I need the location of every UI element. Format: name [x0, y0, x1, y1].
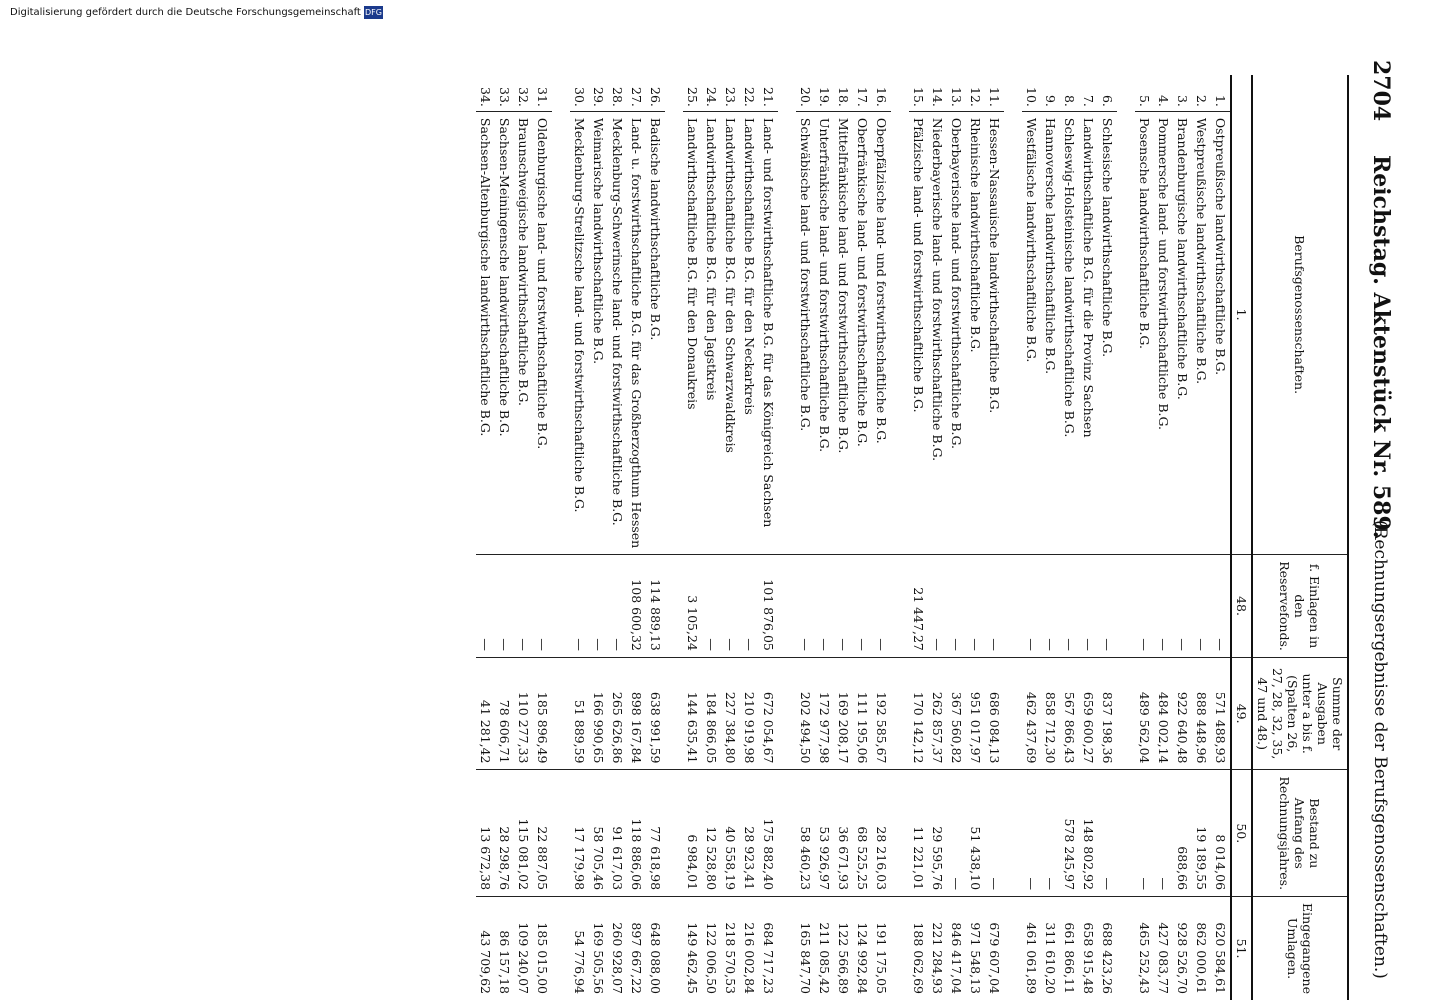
cell-col50: 6 984,01: [683, 770, 702, 897]
page-number: 2704: [1368, 60, 1394, 122]
cell-col48: —: [1098, 555, 1117, 658]
cell-col51: 461 061,89: [1022, 897, 1041, 1000]
cell-col51: 928 526,70: [1173, 897, 1192, 1000]
cell-col51: 684 717,23: [759, 897, 778, 1000]
row-name: Westpreußische landwirthschaftliche B.G.: [1192, 111, 1211, 554]
row-number: 30.: [572, 87, 587, 107]
row-number: 13.: [949, 87, 964, 107]
colnum-48: 48.: [1231, 555, 1252, 658]
cell-col48: —: [1041, 555, 1060, 658]
cell-col51: 971 548,13: [966, 897, 985, 1000]
cell-col51: 218 570,53: [721, 897, 740, 1000]
cell-col51: 648 088,00: [646, 897, 665, 1000]
colnum-51: 51.: [1231, 897, 1252, 1000]
cell-col50: 28 216,03: [872, 770, 891, 897]
table-row: [985, 75, 1004, 1000]
cell-col50: 58 460,23: [796, 770, 815, 897]
cell-col48: —: [1154, 555, 1173, 658]
cell-col50: 77 618,98: [646, 770, 665, 897]
colnum-50: 50.: [1231, 770, 1252, 897]
table-row: [815, 75, 834, 1000]
row-name: Schlesische landwirthschaftliche B.G.: [1098, 111, 1117, 554]
running-subtitle: (Rechnungsergebnisse der Berufsgenossenschaften.): [1370, 520, 1390, 979]
cell-col50: 51 438,10: [966, 770, 985, 897]
cell-col49: 951 017,97: [966, 657, 985, 770]
cell-col50: 688,66: [1173, 770, 1192, 897]
row-spacer: [552, 75, 570, 1000]
row-number: 32.: [516, 87, 531, 107]
table-row: [909, 75, 928, 1000]
row-name: Landwirthschaftliche B.G. für die Provinz Sachsen: [1079, 111, 1098, 554]
cell-col51: 260 928,07: [608, 897, 627, 1000]
row-name: Mecklenburg-Strelitzsche land- und forstwirthschaftliche B.G.: [570, 111, 589, 554]
cell-col49: 111 195,06: [853, 657, 872, 770]
table-row: [1098, 75, 1117, 1000]
cell-col48: —: [533, 555, 552, 658]
cell-col48: —: [1022, 555, 1041, 658]
cell-col51: 679 607,04: [985, 897, 1004, 1000]
cell-col51: 658 915,48: [1079, 897, 1098, 1000]
table-row: [1211, 75, 1231, 1000]
row-name: Unterfränkische land- und forstwirthschaftliche B.G.: [815, 111, 834, 554]
row-name: Land- und forstwirthschaftliche B.G. für das Königreich Sachsen: [759, 111, 778, 554]
row-name: Land- u. forstwirthschaftliche B.G. für das Großherzogthum Hessen: [627, 111, 646, 554]
cell-col50: 578 245,97: [1060, 770, 1079, 897]
cell-col50: 91 617,03: [608, 770, 627, 897]
row-number: 8.: [1062, 94, 1077, 107]
cell-col51: 221 284,93: [928, 897, 947, 1000]
cell-col51: 54 776,94: [570, 897, 589, 1000]
cell-col49: 210 919,98: [740, 657, 759, 770]
header-col48: f. Einlagen in den Reservefonds.: [1252, 555, 1348, 658]
row-name: Landwirthschaftliche B.G. für den Neckarkreis: [740, 111, 759, 554]
cell-col49: 265 626,86: [608, 657, 627, 770]
table-row: [1135, 75, 1154, 1000]
row-name: Weimarische landwirthschaftliche B.G.: [589, 111, 608, 554]
cell-col48: —: [495, 555, 514, 658]
cell-col50: 118 886,06: [627, 770, 646, 897]
cell-col50: 28 923,41: [740, 770, 759, 897]
table-row: [1192, 75, 1211, 1000]
row-spacer: [891, 75, 909, 1000]
row-number: 15.: [911, 87, 926, 107]
cell-col51: 620 584,61: [1211, 897, 1231, 1000]
cell-col48: —: [608, 555, 627, 658]
cell-col48: —: [1135, 555, 1154, 658]
cell-col50: 53 926,97: [815, 770, 834, 897]
row-name: Hessen-Nassauische landwirthschaftliche B.G.: [985, 111, 1004, 554]
cell-col50: 40 558,19: [721, 770, 740, 897]
cell-col48: 21 447,27: [909, 555, 928, 658]
table-row: [702, 75, 721, 1000]
row-name: Ostpreußische landwirthschaftliche B.G.: [1211, 111, 1231, 554]
row-number: 2.: [1194, 94, 1209, 107]
header-berufsgenossenschaften: Berufsgenossenschaften.: [1252, 75, 1348, 555]
cell-col48: 114 889,13: [646, 555, 665, 658]
cell-col49: 638 991,59: [646, 657, 665, 770]
row-number: 19.: [817, 87, 832, 107]
column-number-row: [1231, 75, 1252, 1000]
cell-col51: 897 667,22: [627, 897, 646, 1000]
row-name: Niederbayerische land- und forstwirthschaftliche B.G.: [928, 111, 947, 554]
cell-col51: 124 992,84: [853, 897, 872, 1000]
cell-col49: 659 600,27: [1079, 657, 1098, 770]
cell-col49: 262 857,37: [928, 657, 947, 770]
cell-col49: 185 896,49: [533, 657, 552, 770]
cell-col49: 166 990,65: [589, 657, 608, 770]
cell-col48: —: [815, 555, 834, 658]
cell-col49: 571 488,93: [1211, 657, 1231, 770]
row-name: Brandenburgische landwirthschaftliche B.G.: [1173, 111, 1192, 554]
row-number: 20.: [798, 87, 813, 107]
cell-col51: 185 015,00: [533, 897, 552, 1000]
table-row: [495, 75, 514, 1000]
cell-col50: 68 525,25: [853, 770, 872, 897]
table-row: [476, 75, 495, 1000]
row-name: Oberfränkische land- und forstwirthschaftliche B.G.: [853, 111, 872, 554]
cell-col51: 688 423,26: [1098, 897, 1117, 1000]
row-spacer: [1117, 75, 1135, 1000]
row-number: 6.: [1100, 94, 1115, 107]
cell-col50: 11 221,01: [909, 770, 928, 897]
row-number: 26.: [648, 87, 663, 107]
cell-col48: —: [589, 555, 608, 658]
row-number: 22.: [742, 87, 757, 107]
cell-col48: —: [570, 555, 589, 658]
cell-col49: 858 712,30: [1041, 657, 1060, 770]
cell-col50: 8 014,06: [1211, 770, 1231, 897]
cell-col49: 184 866,05: [702, 657, 721, 770]
table-row: [796, 75, 815, 1000]
table-row: [683, 75, 702, 1000]
cell-col48: —: [966, 555, 985, 658]
row-name: Landwirthschaftliche B.G. für den Donaukreis: [683, 111, 702, 554]
row-name: Schleswig-Holsteinische landwirthschaftliche B.G.: [1060, 111, 1079, 554]
cell-col50: 58 705,46: [589, 770, 608, 897]
cell-col50: 36 671,93: [834, 770, 853, 897]
cell-col50: —: [1041, 770, 1060, 897]
cell-col51: 216 002,84: [740, 897, 759, 1000]
cell-col50: —: [1135, 770, 1154, 897]
table-header-row: [1252, 75, 1348, 1000]
cell-col48: —: [702, 555, 721, 658]
cell-col51: 311 610,20: [1041, 897, 1060, 1000]
cell-col50: 12 528,80: [702, 770, 721, 897]
row-name: Westfälische landwirthschaftliche B.G.: [1022, 111, 1041, 554]
cell-col51: 122 566,89: [834, 897, 853, 1000]
cell-col50: 28 298,76: [495, 770, 514, 897]
table-row: [570, 75, 589, 1000]
page-header: [1354, 60, 1394, 980]
cell-col49: 172 977,98: [815, 657, 834, 770]
table-row: [928, 75, 947, 1000]
cell-col50: 175 882,40: [759, 770, 778, 897]
cell-col50: 17 179,98: [570, 770, 589, 897]
cell-col48: —: [1211, 555, 1231, 658]
cell-col49: 837 198,36: [1098, 657, 1117, 770]
header-col50: Bestand zu Anfang des Rechnungsjahres.: [1252, 770, 1348, 897]
cell-col51: 191 175,05: [872, 897, 891, 1000]
cell-col49: 367 560,82: [947, 657, 966, 770]
cell-col48: —: [514, 555, 533, 658]
cell-col50: 148 802,92: [1079, 770, 1098, 897]
table-body: [476, 75, 1231, 1000]
cell-col51: 43 709,62: [476, 897, 495, 1000]
table-row: [1173, 75, 1192, 1000]
row-number: 29.: [591, 87, 606, 107]
cell-col49: 202 494,50: [796, 657, 815, 770]
row-name: Badische landwirthschaftliche B.G.: [646, 111, 665, 554]
cell-col49: 898 167,84: [627, 657, 646, 770]
row-name: Posensche landwirthschaftliche B.G.: [1135, 111, 1154, 554]
cell-col49: 41 281,42: [476, 657, 495, 770]
dfg-logo: DFG: [365, 8, 382, 17]
running-title: Reichstag. Aktenstück Nr. 589.: [1368, 155, 1394, 539]
cell-col48: 108 600,32: [627, 555, 646, 658]
dfg-footer: [10, 6, 383, 19]
row-name: Sachsen-Meiningensche landwirthschaftliche B.G.: [495, 111, 514, 554]
row-number: 12.: [968, 87, 983, 107]
row-name: Schwäbische land- und forstwirthschaftliche B.G.: [796, 111, 815, 554]
row-name: Pfälzische land- und forstwirthschaftliche B.G.: [909, 111, 928, 554]
cell-col50: 29 595,76: [928, 770, 947, 897]
table-row: [947, 75, 966, 1000]
cell-col51: 211 085,42: [815, 897, 834, 1000]
colnum-49: 49.: [1231, 657, 1252, 770]
cell-col50: —: [985, 770, 1004, 897]
cell-col49: 169 208,17: [834, 657, 853, 770]
cell-col51: 109 240,07: [514, 897, 533, 1000]
cell-col49: 462 437,69: [1022, 657, 1041, 770]
table-row: [1154, 75, 1173, 1000]
row-name: Oberpfälzische land- und forstwirthschaftliche B.G.: [872, 111, 891, 554]
row-number: 14.: [930, 87, 945, 107]
row-number: 17.: [855, 87, 870, 107]
cell-col51: 86 157,18: [495, 897, 514, 1000]
table-row: [1022, 75, 1041, 1000]
row-spacer: [778, 75, 796, 1000]
row-name: Landwirthschaftliche B.G. für den Jagstkreis: [702, 111, 721, 554]
cell-col49: 227 384,80: [721, 657, 740, 770]
header-col49: Summe der Ausgaben unter a bis f. (Spalten 26, 27, 28, 32, 35, 47 und 48.): [1252, 657, 1348, 770]
row-number: 23.: [723, 87, 738, 107]
cell-col49: 78 606,71: [495, 657, 514, 770]
cell-col50: —: [1154, 770, 1173, 897]
cell-col51: 188 062,69: [909, 897, 928, 1000]
row-number: 31.: [535, 87, 550, 107]
row-number: 33.: [497, 87, 512, 107]
cell-col49: 110 277,33: [514, 657, 533, 770]
row-name: Landwirthschaftliche B.G. für den Schwarzwaldkreis: [721, 111, 740, 554]
table-row: [853, 75, 872, 1000]
row-number: 28.: [610, 87, 625, 107]
cell-col49: 192 585,67: [872, 657, 891, 770]
row-number: 25.: [685, 87, 700, 107]
cell-col48: 3 105,24: [683, 555, 702, 658]
table-row: [1079, 75, 1098, 1000]
cell-col51: 427 083,77: [1154, 897, 1173, 1000]
cell-col48: —: [985, 555, 1004, 658]
table-row: [1041, 75, 1060, 1000]
row-number: 34.: [478, 87, 493, 107]
row-name: Rheinische landwirthschaftliche B.G.: [966, 111, 985, 554]
table-row: [721, 75, 740, 1000]
row-number: 9.: [1043, 94, 1058, 107]
cell-col49: 922 640,48: [1173, 657, 1192, 770]
cell-col49: 144 635,41: [683, 657, 702, 770]
row-spacer: [665, 75, 683, 1000]
row-number: 7.: [1081, 94, 1096, 107]
row-number: 1.: [1213, 94, 1228, 107]
header-col51: Eingegangene Umlagen.: [1252, 897, 1348, 1000]
cell-col51: 846 417,04: [947, 897, 966, 1000]
row-number: 5.: [1137, 94, 1152, 107]
cell-col48: —: [1079, 555, 1098, 658]
colnum-name: 1.: [1231, 75, 1252, 555]
row-name: Braunschweigische landwirthschaftliche B.G.: [514, 111, 533, 554]
table-row: [1060, 75, 1079, 1000]
table-row: [872, 75, 891, 1000]
row-name: Oldenburgische land- und forstwirthschaftliche B.G.: [533, 111, 552, 554]
cell-col49: 170 142,12: [909, 657, 928, 770]
cell-col48: —: [1173, 555, 1192, 658]
row-number: 18.: [836, 87, 851, 107]
row-name: Hannoversche landwirthschaftliche B.G.: [1041, 111, 1060, 554]
cell-col51: 122 006,50: [702, 897, 721, 1000]
cell-col48: 101 876,05: [759, 555, 778, 658]
cell-col50: 115 081,02: [514, 770, 533, 897]
cell-col48: —: [796, 555, 815, 658]
cell-col48: —: [947, 555, 966, 658]
cell-col49: 489 562,04: [1135, 657, 1154, 770]
cell-col50: —: [1098, 770, 1117, 897]
cell-col51: 149 462,45: [683, 897, 702, 1000]
cell-col48: —: [721, 555, 740, 658]
table-row: [966, 75, 985, 1000]
cell-col49: 51 889,59: [570, 657, 589, 770]
table-row: [514, 75, 533, 1000]
cell-col48: —: [928, 555, 947, 658]
cell-col48: —: [1192, 555, 1211, 658]
data-table: [476, 75, 1349, 1000]
table-row: [759, 75, 778, 1000]
cell-col49: 686 084,13: [985, 657, 1004, 770]
cell-col51: 862 000,61: [1192, 897, 1211, 1000]
cell-col51: 169 505,56: [589, 897, 608, 1000]
cell-col50: —: [1022, 770, 1041, 897]
cell-col51: 465 252,43: [1135, 897, 1154, 1000]
row-name: Mecklenburg-Schwerinsche land- und forstwirthschaftliche B.G.: [608, 111, 627, 554]
table-row: [646, 75, 665, 1000]
row-number: 27.: [629, 87, 644, 107]
row-number: 24.: [704, 87, 719, 107]
cell-col48: —: [1060, 555, 1079, 658]
cell-col49: 888 448,96: [1192, 657, 1211, 770]
cell-col50: 13 672,38: [476, 770, 495, 897]
cell-col48: —: [853, 555, 872, 658]
row-name: Mittelfränkische land- und forstwirthschaftliche B.G.: [834, 111, 853, 554]
cell-col49: 484 002,14: [1154, 657, 1173, 770]
row-number: 4.: [1156, 94, 1171, 107]
table-row: [533, 75, 552, 1000]
cell-col50: 19 189,55: [1192, 770, 1211, 897]
row-number: 10.: [1024, 87, 1039, 107]
cell-col51: 661 866,11: [1060, 897, 1079, 1000]
table-row: [740, 75, 759, 1000]
cell-col49: 672 054,67: [759, 657, 778, 770]
footer-stamp-text: Digitalisierung gefördert durch die Deutsche Forschungsgemeinschaft: [10, 7, 361, 18]
row-name: Sachsen-Altenburgische landwirthschaftliche B.G.: [476, 111, 495, 554]
cell-col48: —: [740, 555, 759, 658]
row-number: 21.: [761, 87, 776, 107]
row-name: Oberbayerische land- und forstwirthschaftliche B.G.: [947, 111, 966, 554]
cell-col49: 567 866,43: [1060, 657, 1079, 770]
cell-col48: —: [872, 555, 891, 658]
cell-col48: —: [834, 555, 853, 658]
cell-col50: —: [947, 770, 966, 897]
cell-col51: 165 847,70: [796, 897, 815, 1000]
row-number: 16.: [874, 87, 889, 107]
row-name: Pommersche land- und forstwirthschaftliche B.G.: [1154, 111, 1173, 554]
table-row: [627, 75, 646, 1000]
cell-col50: 22 887,05: [533, 770, 552, 897]
row-spacer: [1004, 75, 1022, 1000]
table-row: [589, 75, 608, 1000]
row-number: 11.: [987, 87, 1002, 107]
table-row: [834, 75, 853, 1000]
cell-col48: —: [476, 555, 495, 658]
row-number: 3.: [1175, 94, 1190, 107]
table-row: [608, 75, 627, 1000]
